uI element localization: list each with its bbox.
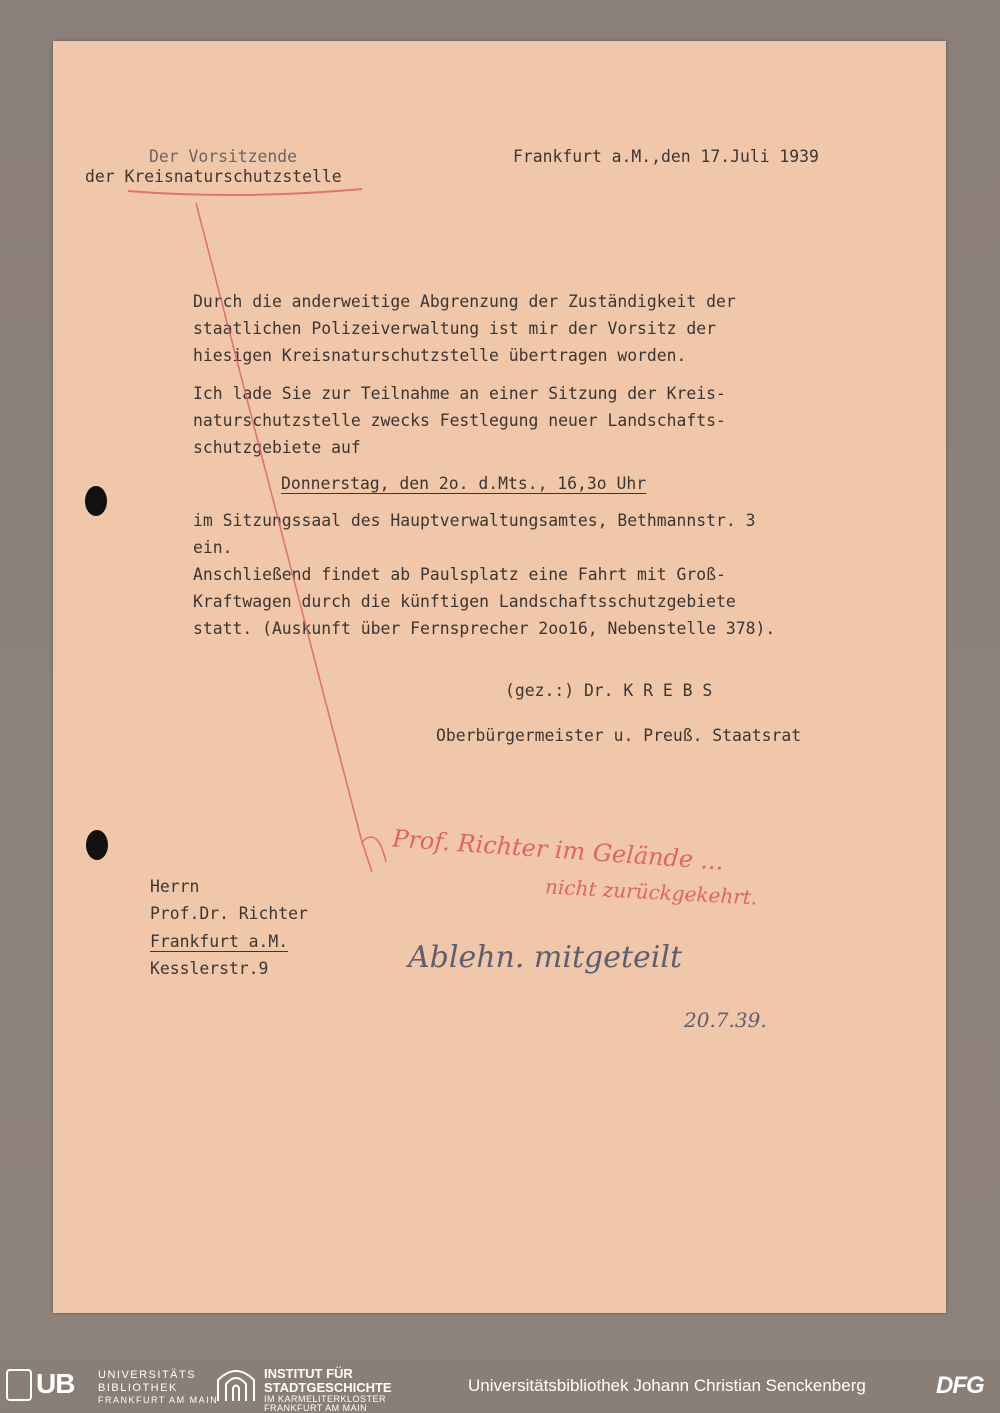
body-line: ein. <box>193 538 233 557</box>
addressee-line: Herrn <box>150 877 200 896</box>
punch-hole-top <box>85 486 107 516</box>
meeting-date: Donnerstag, den 2o. d.Mts., 16,3o Uhr <box>281 474 647 493</box>
addressee-line: Kesslerstr.9 <box>150 959 269 978</box>
dfg-logo: DFG <box>936 1372 984 1399</box>
body-line: im Sitzungssaal des Hauptverwaltungsamtes, Bethmannstr. 3 <box>193 511 756 530</box>
body-line: Ich lade Sie zur Teilnahme an einer Sitzung der Kreis- <box>193 384 726 403</box>
red-handwritten-note-line1: Prof. Richter im Gelände ... <box>391 824 725 876</box>
sender-title: Der Vorsitzende <box>149 147 298 166</box>
body-line: Anschließend findet ab Paulsplatz eine Fahrt mit Groß- <box>193 565 726 584</box>
place-date: Frankfurt a.M.,den 17.Juli 1939 <box>513 147 819 166</box>
body-line: schutzgebiete auf <box>193 438 361 457</box>
institute-arch-icon <box>216 1368 256 1402</box>
pencil-note: Ablehn. mitgeteilt <box>408 940 683 975</box>
institute-line1: INSTITUT FÜR <box>264 1366 353 1381</box>
library-caption: Universitätsbibliothek Johann Christian Senckenberg <box>468 1376 866 1395</box>
body-line: Durch die anderweitige Abgrenzung der Zuständigkeit der <box>193 292 736 311</box>
institute-line2: STADTGESCHICHTE <box>264 1380 392 1395</box>
pencil-date: 20.7.39. <box>684 1008 767 1032</box>
red-handwritten-note-line2: nicht zurückgekehrt. <box>544 874 758 910</box>
signature: (gez.:) Dr. K R E B S <box>505 681 713 700</box>
addressee-line: Frankfurt a.M. <box>150 932 289 951</box>
punch-hole-bottom <box>86 830 108 860</box>
letter-sheet <box>53 41 946 1313</box>
institute-line4: FRANKFURT AM MAIN <box>264 1403 368 1413</box>
body-line: naturschutzstelle zwecks Festlegung neuer Landschafts- <box>193 411 726 430</box>
addressee-line: Prof.Dr. Richter <box>150 904 308 923</box>
body-line: staatlichen Polizeiverwaltung ist mir der Vorsitz der <box>193 319 717 338</box>
body-line: statt. (Auskunft über Fernsprecher 2oo16, Nebenstelle 378). <box>193 619 776 638</box>
institute-line3: IM KARMELITERKLOSTER <box>264 1394 387 1404</box>
sender-office: der Kreisnaturschutzstelle <box>85 167 342 186</box>
ub-line1: UNIVERSITÄTS <box>98 1369 197 1381</box>
body-line: Kraftwagen durch die künftigen Landschaftsschutzgebiete <box>193 592 736 611</box>
ub-logo: UB <box>36 1368 75 1399</box>
footer-bar <box>0 1360 1000 1413</box>
ub-portrait-icon <box>6 1369 32 1401</box>
ub-line3: FRANKFURT AM MAIN <box>98 1395 219 1405</box>
body-line: hiesigen Kreisnaturschutzstelle übertragen worden. <box>193 346 687 365</box>
signature-title: Oberbürgermeister u. Preuß. Staatsrat <box>436 726 802 745</box>
ub-line2: BIBLIOTHEK <box>98 1382 178 1394</box>
